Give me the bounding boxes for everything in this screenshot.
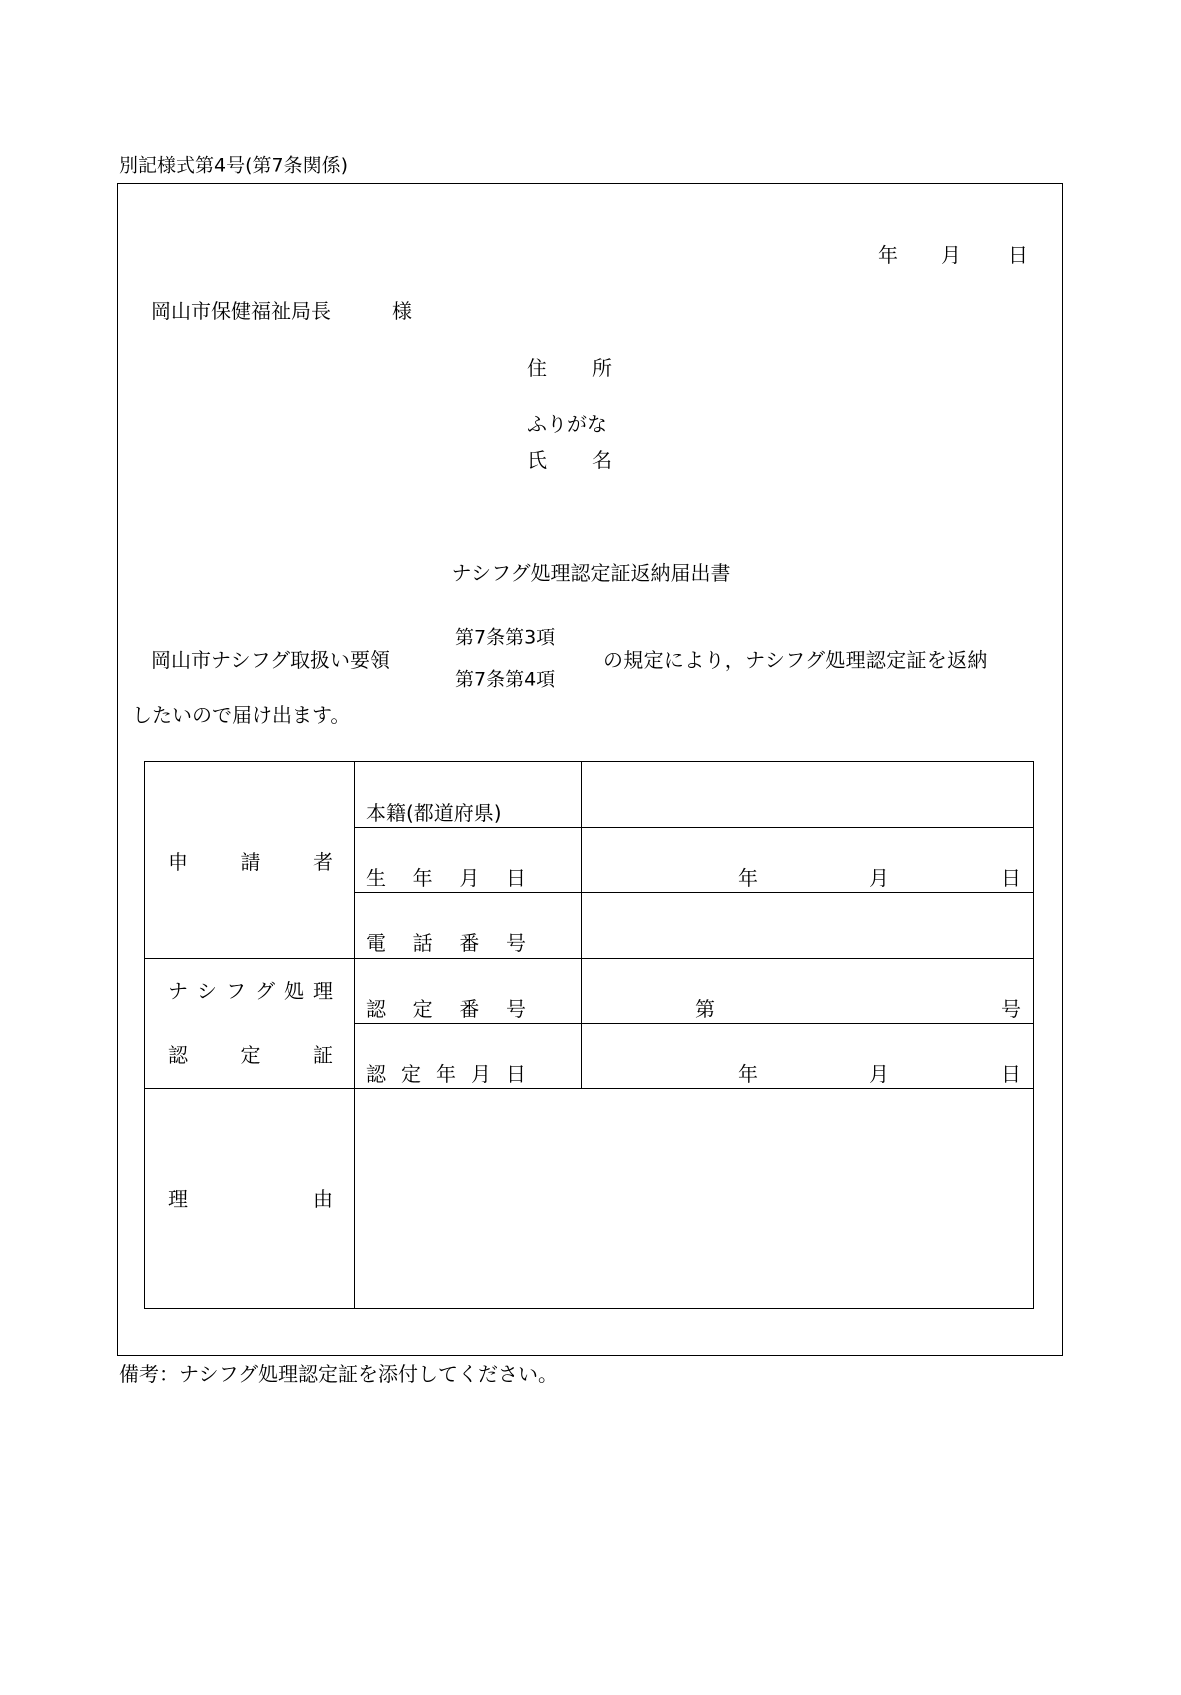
header-char: 定 — [240, 1043, 261, 1067]
cert-number-suffix: 号 — [1001, 997, 1021, 1021]
cert-number-prefix: 第 — [695, 997, 715, 1021]
cert-date-month: 月 — [869, 1062, 889, 1086]
table-divider — [354, 761, 355, 1308]
cert-date-year: 年 — [738, 1062, 758, 1086]
body-line-2: したいので届け出ます。 — [132, 703, 351, 727]
label-char: 号 — [505, 997, 526, 1021]
label-char: 日 — [506, 1062, 526, 1086]
label-char: 番 — [459, 931, 480, 955]
header-char: シ — [197, 979, 217, 1003]
footnote: 備考：ナシフグ処理認定証を添付してください。 — [119, 1362, 558, 1386]
label-char: 生 — [366, 866, 386, 890]
header-char: 処 — [284, 979, 304, 1003]
label-char: 認 — [366, 1062, 386, 1086]
header-char: 理 — [313, 979, 333, 1003]
date-year[interactable]: 年 — [878, 243, 898, 267]
phone-label — [366, 933, 526, 953]
applicant-header — [168, 852, 333, 872]
reason-field[interactable] — [356, 1090, 1032, 1307]
furigana-label: ふりがな — [527, 412, 607, 436]
label-char: 月 — [459, 866, 480, 890]
form-label: 別記様式第4号(第7条関係) — [119, 154, 349, 177]
label-char: 電 — [366, 931, 386, 955]
header-char: 申 — [168, 850, 188, 874]
domicile-field[interactable] — [583, 763, 1032, 826]
name-label-1: 氏 — [527, 448, 547, 472]
label-char: 月 — [471, 1062, 491, 1086]
name-label-2: 名 — [592, 448, 612, 472]
label-char: 認 — [366, 997, 386, 1021]
header-char: グ — [255, 979, 275, 1003]
label-char: 定 — [401, 1062, 421, 1086]
label-char: 話 — [412, 931, 433, 955]
birthdate-month: 月 — [869, 866, 889, 890]
body-suffix: の規定により，ナシフグ処理認定証を返納 — [603, 648, 988, 672]
header-char: 証 — [313, 1043, 333, 1067]
addressee-honorific: 様 — [392, 299, 412, 323]
header-char: 者 — [313, 850, 333, 874]
body-prefix: 岡山市ナシフグ取扱い要領 — [151, 648, 390, 672]
table-divider — [144, 1088, 1033, 1089]
phone-field[interactable] — [583, 894, 1032, 957]
document-title: ナシフグ処理認定証返納届出書 — [451, 561, 731, 585]
body-option-2[interactable]: 第7条第4項 — [455, 668, 556, 691]
addressee-name: 岡山市保健福祉局長 — [151, 299, 331, 323]
date-month[interactable]: 月 — [941, 243, 961, 267]
reason-header — [168, 1189, 333, 1209]
cert-number-label — [366, 999, 526, 1019]
body-option-1[interactable]: 第7条第3項 — [455, 626, 556, 649]
label-char: 日 — [505, 866, 526, 890]
table-divider — [354, 892, 1033, 893]
label-char: 号 — [505, 931, 526, 955]
header-char: 由 — [313, 1187, 333, 1211]
label-char: 年 — [412, 866, 433, 890]
cert-date-day: 日 — [1001, 1062, 1021, 1086]
label-char: 番 — [459, 997, 480, 1021]
domicile-label: 本籍(都道府県) — [366, 801, 502, 825]
address-label-2: 所 — [592, 356, 612, 380]
date-day[interactable]: 日 — [1008, 243, 1028, 267]
table-divider — [354, 1023, 1033, 1024]
table-divider — [144, 958, 1033, 959]
header-char: フ — [226, 979, 246, 1003]
header-char: 認 — [168, 1043, 188, 1067]
label-char: 定 — [412, 997, 433, 1021]
label-char: 年 — [436, 1062, 456, 1086]
address-label-1: 住 — [527, 356, 547, 380]
header-char: 請 — [240, 850, 261, 874]
header-char: ナ — [168, 979, 188, 1003]
birthdate-day: 日 — [1001, 866, 1021, 890]
cert-header-line-2 — [168, 1045, 333, 1065]
table-divider — [581, 761, 582, 1088]
header-char: 理 — [168, 1187, 188, 1211]
birthdate-year: 年 — [738, 866, 758, 890]
birthdate-label — [366, 868, 526, 888]
cert-header-line-1 — [168, 981, 333, 1001]
table-divider — [354, 827, 1033, 828]
cert-date-label — [366, 1064, 526, 1084]
